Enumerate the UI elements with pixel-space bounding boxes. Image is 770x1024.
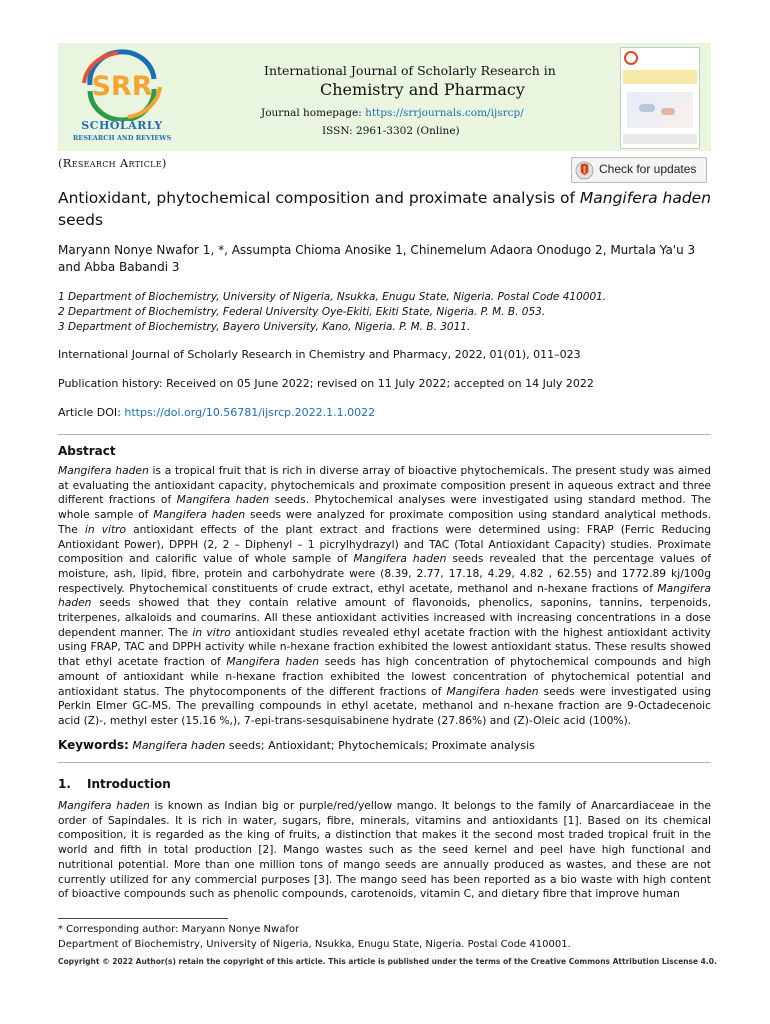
text-run: seeds revealed that the percentage values of moisture, ash, lipid, fibre, protein and carbohydrate were (8.39, 2.77, 17.18, 4.29, 4.82 , 62.55) and 1772.89 kj/100g respectively. Phytochemical constituents of crude extract, ethyl acetate, methanol and n-hexane fractions of <box>58 552 711 595</box>
article-type: (Research Article) <box>58 156 167 170</box>
footnote-address: Department of Biochemistry, University of Nigeria, Nsukka, Enugu State, Nigeria. Postal Code 410001. <box>58 939 571 950</box>
abstract-heading: Abstract <box>58 444 116 458</box>
text-run: seeds has high concentration of phytochemical compounds and high amount of antioxidant while n-hexane fraction exhibited the lowest concentration of phytochemical potential and antioxidant status. The phytocomponents of the different fractions of <box>58 655 712 698</box>
text-run: antioxidant effects of the plant extract and fractions were determined using: FRAP (Ferric Reducing Antioxidant Power), DPPH (2, 2 – Diphenyl – 1 picrylhydrazyl) and TAC (Total Antioxidant Capacity) studies. Proximate composition and calorific value of whole sample of <box>58 522 711 566</box>
title-species: Mangifera haden <box>579 189 712 207</box>
cover-title-band <box>623 70 697 84</box>
title-text-after: seeds <box>58 211 104 229</box>
footnote-divider <box>58 918 228 919</box>
journal-issn: ISSN: 2961-3302 (Online) <box>322 125 460 137</box>
text-run: seeds. Phytochemical analyses were investigated using standard method. The whole sample of <box>58 493 711 522</box>
divider <box>58 434 711 435</box>
pill-icon <box>639 104 655 112</box>
homepage-link[interactable]: https://srrjournals.com/ijsrcp/ <box>365 107 524 119</box>
srr-logo <box>68 49 176 145</box>
affiliations <box>58 290 713 335</box>
journal-banner <box>58 43 711 151</box>
article-title <box>58 187 713 231</box>
check-updates-icon <box>575 161 594 180</box>
italic-term: Mangifera haden <box>353 552 447 566</box>
journal-cover-thumbnail <box>620 47 700 149</box>
italic-term: Mangifera haden <box>58 581 711 610</box>
check-updates-label: Check for updates <box>599 162 697 176</box>
keywords-line <box>58 738 711 752</box>
section-title: Introduction <box>87 777 171 791</box>
cover-footer-band <box>623 134 697 144</box>
copyright-notice: Copyright © 2022 Author(s) retain the copyright of this article. This article is published under the terms of the Creative Commons Attribution Liscense 4.0. <box>58 957 717 966</box>
text-run: is known as Indian big or purple/red/yellow mango. It belongs to the family of Anarcardiaceae in the order of Sapindales. It is rich in water, sugars, fibre, minerals, vitamins and antioxidants [1]. Based on its chemical composition, it is regarded as the king of fruits, a distinction that makes it the second most traded tropical fruit in the world and fifth in total production [2]. Mango wastes such as the seed kernel and peel have high functional and nutritional potential. More than one million tons of mango seeds are annually produced as wastes, and these are not currently utilized for any commercial purposes [3]. The mango seed has been reported as a bio waste with high content of bioactive compounds such as phenolic compounds, carotenoids, vitamin C, and dietary fibre that improve human <box>58 799 711 901</box>
cover-logo-icon <box>624 51 638 65</box>
homepage-label: Journal homepage: <box>261 107 366 119</box>
affiliation-3: 3 Department of Biochemistry, Bayero University, Kano, Nigeria. P. M. B. 3011. <box>58 321 471 333</box>
text-run: antioxidant studies revealed ethyl acetate fraction with the highest antioxidant activity using FRAP, TAC and DPPH activity while n-hexane fraction exhibited the lowest antioxidant status. These results showed that ethyl acetate fraction of <box>58 625 711 669</box>
logo-subtitle: RESEARCH AND REVIEWS <box>72 134 172 142</box>
introduction-heading <box>58 777 171 791</box>
introduction-body <box>58 799 711 902</box>
title-text: Antioxidant, phytochemical composition and proximate analysis of <box>58 189 580 207</box>
keywords-label: Keywords: <box>58 738 129 752</box>
logo-main-text: SRR <box>91 71 153 102</box>
italic-term: Mangifera haden <box>58 799 150 812</box>
pill-icon <box>661 108 675 115</box>
corresponding-author-footnote <box>58 922 711 952</box>
journal-title-line2: Chemistry and Pharmacy <box>320 80 525 99</box>
italic-term: Mangifera haden <box>153 508 246 522</box>
divider <box>58 762 711 763</box>
doi-label: Article DOI: <box>58 406 125 419</box>
italic-term: Mangifera haden <box>226 655 320 669</box>
doi-link[interactable]: https://doi.org/10.56781/ijsrcp.2022.1.1.0022 <box>124 406 376 419</box>
abstract-body <box>58 464 711 729</box>
publication-history: Publication history: Received on 05 June 2022; revised on 11 July 2022; accepted on 14 July 2022 <box>58 377 594 390</box>
italic-term: in vitro <box>84 522 127 536</box>
text-run: seeds showed that they contain relative amount of flavonoids, phenolics, saponins, tannins, terpenoids, triterpenes, alkaloids and coumarins. All these antioxidant activities increased with increasing concentrations in a dose dependent manner. The <box>58 596 711 639</box>
text-run: seeds were investigated using Perkin Elmer GC-MS. The prevailing compounds in ethyl acetate, methanol and n-hexane fraction are 9-Octadecenoic acid (Z)-, methyl ester (15.16 %,), 7-epi-trans-sesquisabinene hydrate (27.86%) and (Z)-Oleic acid (100%). <box>58 684 711 727</box>
cover-image <box>627 92 693 128</box>
italic-term: in vitro <box>192 625 231 639</box>
italic-term: Mangifera haden <box>176 493 270 507</box>
section-number: 1. <box>58 777 71 791</box>
text-run: is a tropical fruit that is rich in diverse array of bioactive phytochemicals. The present study was aimed at evaluating the antioxidant capacity, phytochemicals and proximate composition present in aqueous extract and three different fractions of <box>58 464 711 507</box>
keywords-species: Mangifera haden <box>132 739 226 752</box>
logo-name: SCHOLARLY <box>81 119 163 132</box>
author-list: Maryann Nonye Nwafor 1, *, Assumpta Chioma Anosike 1, Chinemelum Adaora Onodugo 2, Murtala Ya'u 3 and Abba Babandi 3 <box>58 243 696 274</box>
doi-line <box>58 406 375 419</box>
journal-homepage <box>261 107 524 119</box>
italic-term: Mangifera haden <box>446 684 539 698</box>
keywords-list: seeds; Antioxidant; Phytochemicals; Proximate analysis <box>225 739 535 752</box>
check-for-updates-button[interactable] <box>571 157 707 183</box>
journal-title-line1: International Journal of Scholarly Research in <box>264 63 556 78</box>
citation-line: International Journal of Scholarly Research in Chemistry and Pharmacy, 2022, 01(01), 011–023 <box>58 348 581 361</box>
srr-logo-icon <box>68 49 176 121</box>
italic-term: Mangifera haden <box>58 464 149 477</box>
text-run: seeds were analyzed for proximate composition using standard analytical methods. The <box>58 508 711 536</box>
affiliation-1: 1 Department of Biochemistry, University of Nigeria, Nsukka, Enugu State, Nigeria. Postal Code 410001. <box>58 291 607 303</box>
footnote-author: * Corresponding author: Maryann Nonye Nwafor <box>58 924 300 935</box>
affiliation-2: 2 Department of Biochemistry, Federal University Oye-Ekiti, Ekiti State, Nigeria. P. M. B. 053. <box>58 306 546 318</box>
